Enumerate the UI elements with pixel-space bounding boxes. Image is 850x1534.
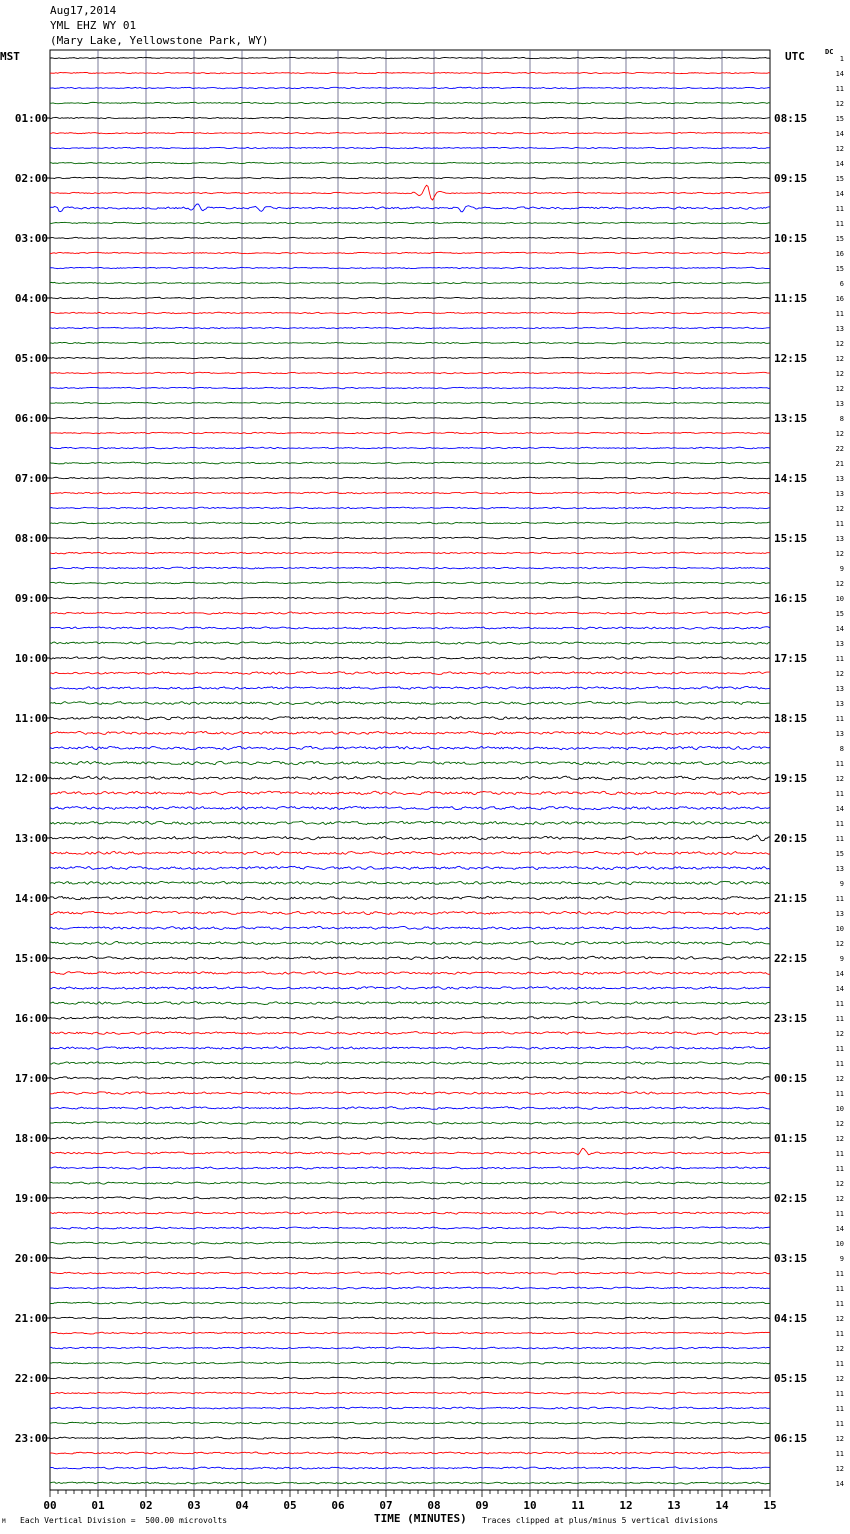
utc-hour-label: 08:15 bbox=[774, 112, 808, 125]
seismic-trace bbox=[50, 1362, 770, 1364]
seismic-trace bbox=[50, 821, 770, 825]
seismic-trace bbox=[50, 147, 770, 148]
seismic-trace bbox=[50, 102, 770, 103]
seismic-trace bbox=[50, 72, 770, 73]
dc-offset-value: 15 bbox=[835, 610, 844, 618]
utc-hour-label: 10:15 bbox=[774, 232, 808, 245]
clip-note: Traces clipped at plus/minus 5 vertical divisions bbox=[482, 1516, 719, 1525]
utc-hour-label: 17:15 bbox=[774, 652, 808, 665]
plot-frame bbox=[50, 50, 770, 1490]
seismic-trace bbox=[50, 1148, 770, 1154]
seismic-trace bbox=[50, 686, 770, 689]
dc-offset-value: 13 bbox=[835, 535, 844, 543]
x-tick-label: 02 bbox=[139, 1499, 153, 1512]
seismic-trace bbox=[50, 1227, 770, 1229]
seismic-trace bbox=[50, 1182, 770, 1184]
mst-hour-label: 17:00 bbox=[14, 1072, 48, 1085]
x-tick-label: 13 bbox=[667, 1499, 681, 1512]
utc-hour-label: 18:15 bbox=[774, 712, 808, 725]
seismic-trace bbox=[50, 896, 770, 899]
seismic-trace bbox=[50, 1016, 770, 1019]
mst-hour-label: 01:00 bbox=[14, 112, 48, 125]
dc-offset-value: 12 bbox=[835, 145, 844, 153]
dc-offset-value: 12 bbox=[835, 1075, 844, 1083]
dc-offset-value: 11 bbox=[835, 1285, 844, 1293]
dc-offset-value: 21 bbox=[835, 460, 844, 468]
seismic-trace bbox=[50, 657, 770, 660]
seismic-trace bbox=[50, 1467, 770, 1469]
seismic-trace bbox=[50, 432, 770, 433]
seismic-trace bbox=[50, 806, 770, 809]
seismic-trace bbox=[50, 477, 770, 479]
seismic-trace bbox=[50, 597, 770, 599]
seismic-trace bbox=[50, 372, 770, 373]
utc-hour-label: 05:15 bbox=[774, 1372, 808, 1385]
seismic-trace bbox=[50, 1212, 770, 1214]
seismic-trace bbox=[50, 132, 770, 133]
seismic-trace bbox=[50, 717, 770, 720]
dc-offset-value: 15 bbox=[835, 265, 844, 273]
dc-offset-value: 11 bbox=[835, 220, 844, 228]
dc-offset-value: 13 bbox=[835, 910, 844, 918]
corner-mark: M bbox=[2, 1518, 6, 1525]
seismic-trace bbox=[50, 117, 770, 118]
mst-hour-label: 23:00 bbox=[14, 1432, 48, 1445]
dc-offset-value: 11 bbox=[835, 790, 844, 798]
dc-offset-value: 8 bbox=[839, 415, 844, 423]
seismic-trace bbox=[50, 447, 770, 449]
mst-hour-label: 08:00 bbox=[14, 532, 48, 545]
seismic-trace bbox=[50, 881, 770, 884]
mst-hour-label: 03:00 bbox=[14, 232, 48, 245]
dc-offset-value: 11 bbox=[835, 1330, 844, 1338]
dc-offset-value: 12 bbox=[835, 340, 844, 348]
dc-offset-value: 15 bbox=[835, 175, 844, 183]
dc-offset-value: 16 bbox=[835, 295, 844, 303]
dc-offset-value: 14 bbox=[835, 190, 844, 198]
seismic-trace bbox=[50, 1437, 770, 1439]
mst-hour-label: 05:00 bbox=[14, 352, 48, 365]
seismic-trace bbox=[50, 57, 770, 58]
seismic-trace bbox=[50, 522, 770, 524]
dc-offset-value: 11 bbox=[835, 310, 844, 318]
dc-offset-value: 14 bbox=[835, 970, 844, 978]
scale-note: Each Vertical Division = 500.00 microvolts bbox=[20, 1516, 228, 1525]
seismic-trace bbox=[50, 87, 770, 88]
dc-offset-value: 11 bbox=[835, 820, 844, 828]
dc-offset-value: 12 bbox=[835, 1180, 844, 1188]
dc-offset-value: 14 bbox=[835, 1225, 844, 1233]
seismic-trace bbox=[50, 1272, 770, 1274]
seismic-trace bbox=[50, 1407, 770, 1409]
mst-hour-label: 10:00 bbox=[14, 652, 48, 665]
x-tick-label: 01 bbox=[91, 1499, 105, 1512]
dc-offset-value: 12 bbox=[835, 385, 844, 393]
dc-offset-value: 12 bbox=[835, 370, 844, 378]
dc-offset-value: 12 bbox=[835, 1465, 844, 1473]
dc-offset-value: 12 bbox=[835, 1315, 844, 1323]
seismic-trace bbox=[50, 1002, 770, 1005]
dc-offset-value: 11 bbox=[835, 1405, 844, 1413]
dc-offset-value: 11 bbox=[835, 1150, 844, 1158]
dc-offset-value: 11 bbox=[835, 85, 844, 93]
seismic-trace bbox=[50, 911, 770, 914]
seismic-trace bbox=[50, 776, 770, 780]
mst-hour-label: 04:00 bbox=[14, 292, 48, 305]
seismic-trace bbox=[50, 746, 770, 749]
utc-hour-label: 20:15 bbox=[774, 832, 808, 845]
seismic-trace bbox=[50, 851, 770, 854]
seismic-trace bbox=[50, 1242, 770, 1244]
dc-offset-value: 15 bbox=[835, 850, 844, 858]
seismic-trace bbox=[50, 537, 770, 539]
dc-offset-value: 12 bbox=[835, 100, 844, 108]
utc-hour-label: 16:15 bbox=[774, 592, 808, 605]
utc-hour-label: 15:15 bbox=[774, 532, 808, 545]
dc-offset-value: 12 bbox=[835, 1195, 844, 1203]
dc-offset-value: 11 bbox=[835, 835, 844, 843]
x-tick-label: 14 bbox=[715, 1499, 729, 1512]
dc-offset-value: 11 bbox=[835, 1300, 844, 1308]
dc-offset-value: 13 bbox=[835, 865, 844, 873]
dc-offset-value: 13 bbox=[835, 325, 844, 333]
dc-offset-value: 9 bbox=[839, 880, 844, 888]
dc-offset-value: 14 bbox=[835, 130, 844, 138]
dc-offset-value: 13 bbox=[835, 400, 844, 408]
dc-offset-value: 12 bbox=[835, 580, 844, 588]
utc-hour-label: 21:15 bbox=[774, 892, 808, 905]
dc-offset-value: 15 bbox=[835, 235, 844, 243]
mst-hour-label: 21:00 bbox=[14, 1312, 48, 1325]
x-tick-label: 04 bbox=[235, 1499, 249, 1512]
dc-offset-value: 15 bbox=[835, 115, 844, 123]
mst-hour-label: 09:00 bbox=[14, 592, 48, 605]
dc-offset-value: 10 bbox=[835, 1240, 844, 1248]
utc-axis-label: UTC bbox=[785, 50, 805, 63]
seismic-trace bbox=[50, 1077, 770, 1080]
dc-offset-value: 11 bbox=[835, 895, 844, 903]
seismic-trace bbox=[50, 642, 770, 644]
seismic-trace bbox=[50, 507, 770, 509]
dc-offset-value: 12 bbox=[835, 550, 844, 558]
x-tick-label: 00 bbox=[43, 1499, 57, 1512]
dc-offset-value: 11 bbox=[835, 1390, 844, 1398]
seismic-trace bbox=[50, 1347, 770, 1349]
utc-hour-label: 01:15 bbox=[774, 1132, 808, 1145]
dc-offset-value: 10 bbox=[835, 595, 844, 603]
dc-offset-value: 11 bbox=[835, 1000, 844, 1008]
plot-station: YML EHZ WY 01 bbox=[50, 19, 137, 32]
dc-offset-value: 16 bbox=[835, 250, 844, 258]
dc-offset-value: 9 bbox=[839, 1255, 844, 1263]
seismic-trace bbox=[50, 731, 770, 734]
dc-offset-value: 11 bbox=[835, 1450, 844, 1458]
x-axis-label: TIME (MINUTES) bbox=[374, 1512, 467, 1525]
dc-offset-value: 14 bbox=[835, 805, 844, 813]
mst-hour-label: 14:00 bbox=[14, 892, 48, 905]
dc-offset-value: 12 bbox=[835, 1030, 844, 1038]
dc-offset-value: 11 bbox=[835, 1015, 844, 1023]
dc-offset-value: 12 bbox=[835, 505, 844, 513]
seismic-trace bbox=[50, 1392, 770, 1394]
seismic-trace bbox=[50, 627, 770, 630]
mst-hour-label: 16:00 bbox=[14, 1012, 48, 1025]
dc-offset-value: 13 bbox=[835, 685, 844, 693]
seismic-trace bbox=[50, 761, 770, 764]
dc-offset-value: 14 bbox=[835, 985, 844, 993]
seismic-trace bbox=[50, 177, 770, 178]
seismic-trace bbox=[50, 1302, 770, 1304]
mst-hour-label: 13:00 bbox=[14, 832, 48, 845]
dc-offset-value: 11 bbox=[835, 1045, 844, 1053]
dc-offset-value: 12 bbox=[835, 355, 844, 363]
dc-offset-value: 12 bbox=[835, 1345, 844, 1353]
seismic-trace bbox=[50, 582, 770, 584]
seismic-trace bbox=[50, 252, 770, 253]
seismic-trace bbox=[50, 1122, 770, 1124]
seismic-trace bbox=[50, 387, 770, 388]
seismic-trace bbox=[50, 987, 770, 990]
dc-offset-value: 11 bbox=[835, 520, 844, 528]
dc-offset-value: 12 bbox=[835, 430, 844, 438]
seismic-trace bbox=[50, 1287, 770, 1289]
seismic-trace bbox=[50, 612, 770, 614]
utc-hour-label: 04:15 bbox=[774, 1312, 808, 1325]
seismic-trace bbox=[50, 185, 770, 200]
dc-offset-value: 12 bbox=[835, 670, 844, 678]
seismic-trace bbox=[50, 701, 770, 704]
seismic-trace bbox=[50, 162, 770, 163]
seismic-trace bbox=[50, 1197, 770, 1199]
seismic-trace bbox=[50, 462, 770, 464]
seismic-trace bbox=[50, 357, 770, 358]
seismic-trace bbox=[50, 237, 770, 238]
dc-offset-value: 10 bbox=[835, 1105, 844, 1113]
dc-offset-value: 11 bbox=[835, 1090, 844, 1098]
seismic-trace bbox=[50, 1332, 770, 1334]
seismic-trace bbox=[50, 1482, 770, 1484]
seismic-trace bbox=[50, 1107, 770, 1110]
plot-date: Aug17,2014 bbox=[50, 4, 117, 17]
seismic-trace bbox=[50, 222, 770, 223]
seismic-trace bbox=[50, 1032, 770, 1035]
mst-hour-label: 07:00 bbox=[14, 472, 48, 485]
dc-offset-value: 8 bbox=[839, 745, 844, 753]
dc-offset-value: 11 bbox=[835, 760, 844, 768]
seismic-trace bbox=[50, 402, 770, 403]
utc-hour-label: 19:15 bbox=[774, 772, 808, 785]
seismic-trace bbox=[50, 956, 770, 959]
seismic-trace bbox=[50, 282, 770, 284]
seismic-trace bbox=[50, 1317, 770, 1319]
dc-offset-value: 13 bbox=[835, 730, 844, 738]
mst-hour-label: 11:00 bbox=[14, 712, 48, 725]
x-tick-label: 05 bbox=[283, 1499, 297, 1512]
seismic-trace bbox=[50, 204, 770, 212]
mst-hour-label: 12:00 bbox=[14, 772, 48, 785]
seismic-trace bbox=[50, 791, 770, 795]
seismic-trace bbox=[50, 327, 770, 328]
x-tick-label: 10 bbox=[523, 1499, 537, 1512]
x-tick-label: 11 bbox=[571, 1499, 585, 1512]
dc-offset-value: 11 bbox=[835, 1210, 844, 1218]
x-tick-label: 07 bbox=[379, 1499, 393, 1512]
x-tick-label: 15 bbox=[763, 1499, 777, 1512]
seismic-trace bbox=[50, 1377, 770, 1379]
x-tick-label: 03 bbox=[187, 1499, 201, 1512]
dc-offset-value: 1 bbox=[839, 55, 844, 63]
dc-offset-value: 14 bbox=[835, 1480, 844, 1488]
plot-location: (Mary Lake, Yellowstone Park, WY) bbox=[50, 34, 269, 47]
utc-hour-label: 09:15 bbox=[774, 172, 808, 185]
dc-offset-value: 13 bbox=[835, 490, 844, 498]
utc-hour-label: 03:15 bbox=[774, 1252, 808, 1265]
dc-offset-value: 12 bbox=[835, 775, 844, 783]
dc-column-label: DC bbox=[825, 48, 834, 56]
seismic-trace bbox=[50, 312, 770, 314]
mst-hour-label: 20:00 bbox=[14, 1252, 48, 1265]
dc-offset-value: 9 bbox=[839, 955, 844, 963]
dc-offset-value: 14 bbox=[835, 625, 844, 633]
dc-offset-value: 12 bbox=[835, 1120, 844, 1128]
dc-offset-value: 13 bbox=[835, 475, 844, 483]
seismic-trace bbox=[50, 972, 770, 975]
x-tick-label: 12 bbox=[619, 1499, 633, 1512]
seismic-trace bbox=[50, 1452, 770, 1454]
seismic-trace bbox=[50, 866, 770, 869]
mst-hour-label: 22:00 bbox=[14, 1372, 48, 1385]
mst-hour-label: 19:00 bbox=[14, 1192, 48, 1205]
x-tick-label: 08 bbox=[427, 1499, 441, 1512]
dc-offset-value: 14 bbox=[835, 70, 844, 78]
seismic-trace bbox=[50, 941, 770, 944]
utc-hour-label: 13:15 bbox=[774, 412, 808, 425]
x-tick-label: 06 bbox=[331, 1499, 345, 1512]
mst-hour-label: 15:00 bbox=[14, 952, 48, 965]
seismic-trace bbox=[50, 567, 770, 569]
dc-offset-value: 11 bbox=[835, 1165, 844, 1173]
mst-hour-label: 02:00 bbox=[14, 172, 48, 185]
seismic-trace bbox=[50, 267, 770, 268]
utc-hour-label: 14:15 bbox=[774, 472, 808, 485]
dc-offset-value: 11 bbox=[835, 205, 844, 213]
utc-hour-label: 23:15 bbox=[774, 1012, 808, 1025]
dc-offset-value: 12 bbox=[835, 1375, 844, 1383]
seismic-trace bbox=[50, 1047, 770, 1050]
x-tick-label: 09 bbox=[475, 1499, 489, 1512]
dc-offset-value: 11 bbox=[835, 1060, 844, 1068]
seismic-trace bbox=[50, 1062, 770, 1064]
utc-hour-label: 22:15 bbox=[774, 952, 808, 965]
dc-offset-value: 11 bbox=[835, 1420, 844, 1428]
dc-offset-value: 22 bbox=[835, 445, 844, 453]
mst-hour-label: 06:00 bbox=[14, 412, 48, 425]
seismic-trace bbox=[50, 1167, 770, 1169]
seismic-trace bbox=[50, 552, 770, 554]
seismic-trace bbox=[50, 297, 770, 299]
seismic-trace bbox=[50, 1257, 770, 1259]
seismic-trace bbox=[50, 926, 770, 929]
dc-offset-value: 11 bbox=[835, 1360, 844, 1368]
utc-hour-label: 06:15 bbox=[774, 1432, 808, 1445]
dc-offset-value: 6 bbox=[839, 280, 844, 288]
dc-offset-value: 12 bbox=[835, 1435, 844, 1443]
mst-axis-label: MST bbox=[0, 50, 20, 63]
dc-offset-value: 10 bbox=[835, 925, 844, 933]
utc-hour-label: 12:15 bbox=[774, 352, 808, 365]
dc-offset-value: 12 bbox=[835, 940, 844, 948]
dc-offset-value: 13 bbox=[835, 700, 844, 708]
dc-offset-value: 14 bbox=[835, 160, 844, 168]
dc-offset-value: 13 bbox=[835, 640, 844, 648]
dc-offset-value: 11 bbox=[835, 655, 844, 663]
seismic-trace bbox=[50, 672, 770, 675]
seismic-trace bbox=[50, 342, 770, 343]
seismic-trace bbox=[50, 492, 770, 494]
seismic-trace bbox=[50, 835, 770, 841]
dc-offset-value: 11 bbox=[835, 1270, 844, 1278]
seismic-trace bbox=[50, 1137, 770, 1140]
utc-hour-label: 00:15 bbox=[774, 1072, 808, 1085]
seismic-trace bbox=[50, 1092, 770, 1095]
seismic-trace bbox=[50, 417, 770, 418]
utc-hour-label: 11:15 bbox=[774, 292, 808, 305]
dc-offset-value: 11 bbox=[835, 715, 844, 723]
seismic-trace bbox=[50, 1422, 770, 1424]
utc-hour-label: 02:15 bbox=[774, 1192, 808, 1205]
dc-offset-value: 9 bbox=[839, 565, 844, 573]
dc-offset-value: 12 bbox=[835, 1135, 844, 1143]
mst-hour-label: 18:00 bbox=[14, 1132, 48, 1145]
